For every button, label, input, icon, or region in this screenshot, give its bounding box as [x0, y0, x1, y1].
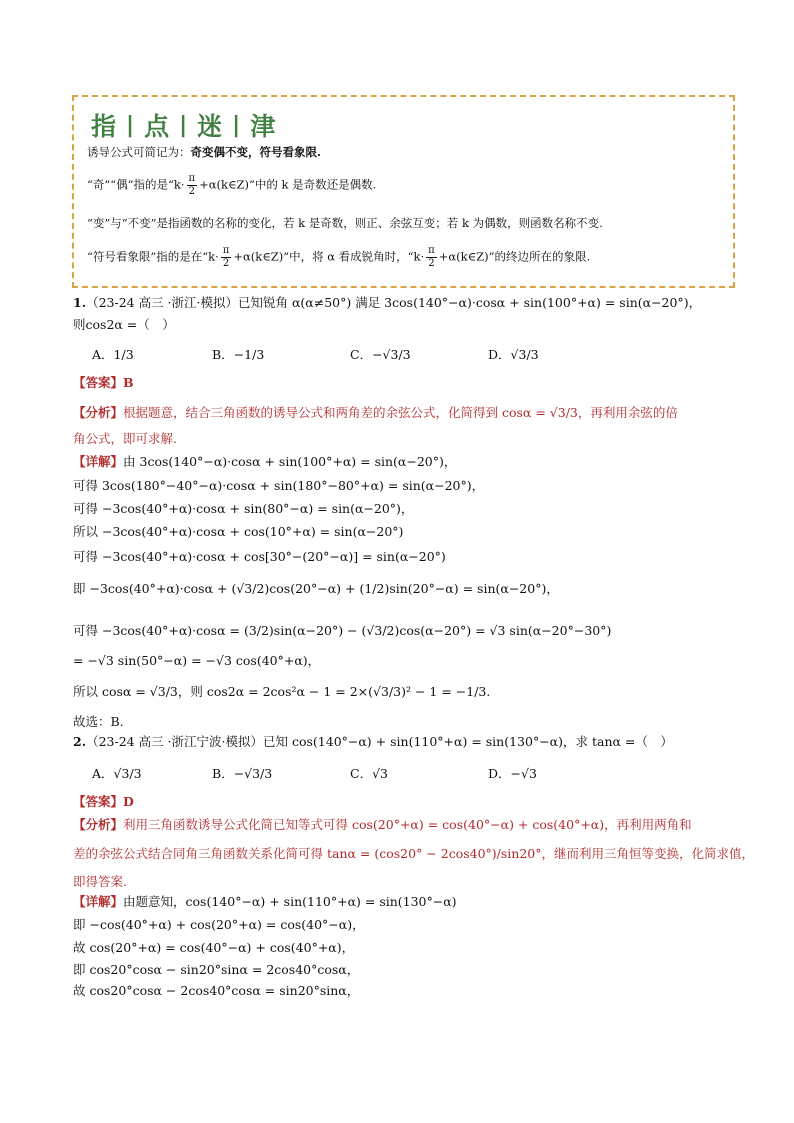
tips-line-4-c: +α(k∈Z)”的终边所在的象限. — [438, 249, 591, 264]
q1-detail-7: 可得 −3cos(40°+α)·cosα = (3/2)sin(α−20°) − (√3/2)cos(α−20°) = √3 sin(α−20°−30°) — [73, 623, 612, 638]
q2-stem — [73, 733, 673, 750]
option-letter: C． — [350, 347, 373, 362]
frac-den: 2 — [222, 258, 230, 269]
option-value: √3/3 — [510, 347, 539, 362]
detail-text: 由 3cos(140°−α)·cosα + sin(100°+α) = sin(α−20°)， — [123, 454, 457, 469]
option-letter: D． — [488, 766, 511, 781]
tips-title — [91, 107, 275, 143]
option-letter: B． — [212, 347, 234, 362]
option-value: −√3/3 — [233, 766, 273, 781]
q1-detail-10: 故选：B. — [73, 714, 124, 729]
frac-den: 2 — [188, 186, 195, 197]
tips-line-2-a: “奇”“偶”指的是“k· — [87, 177, 185, 192]
option-letter: B． — [212, 766, 234, 781]
q2-analysis-c: 即得答案. — [73, 874, 127, 889]
q2-stem-text: （23-24 高三 ·浙江宁波·模拟）已知 cos(140°−α) + sin(110°+α) = sin(130°−α)，求 tanα =（ ） — [86, 734, 673, 749]
option-value: √3 — [372, 766, 388, 781]
tips-line-3: “变”与“不变”是指函数的名称的变化，若 k 是奇数，则正、余弦互变；若 k 为偶数，则函数名称不变. — [87, 216, 603, 230]
q1-stem-a: （23-24 高三 ·浙江·模拟）已知锐角 α(α≠50°) 满足 3cos(140°−α)·cosα + sin(100°+α) = sin(α−20°)， — [86, 295, 702, 310]
analysis-tag: 【分析】 — [73, 405, 124, 420]
q2-answer — [73, 793, 134, 810]
frac-num: π — [188, 173, 196, 184]
fraction-pi-over-2 — [187, 173, 198, 198]
q2-analysis-a — [73, 816, 692, 833]
q1-option-c — [350, 345, 411, 363]
q1-option-b — [212, 345, 264, 363]
detail-tag: 【详解】 — [73, 454, 124, 469]
tips-line-4-a: “符号看象限”指的是在“k· — [87, 249, 219, 264]
q1-detail-8: = −√3 sin(50°−α) = −√3 cos(40°+α)， — [73, 653, 321, 668]
tips-title-char: 津 — [250, 112, 276, 141]
title-separator: | — [179, 112, 188, 138]
tips-line-4 — [87, 245, 590, 270]
fraction-pi-over-2 — [221, 245, 232, 270]
q1-detail-1 — [73, 453, 456, 470]
answer-tag: 【答案】 — [73, 375, 124, 390]
q1-detail-6: 即 −3cos(40°+α)·cosα + (√3/2)cos(20°−α) + (1/2)sin(20°−α) = sin(α−20°)， — [73, 581, 559, 596]
q2-analysis-b: 差的余弦公式结合同角三角函数关系化简可得 tanα = (cos20° − 2cos40°)/sin20°，继而利用三角恒等变换，化简求值， — [73, 846, 755, 861]
q1-detail-3: 可得 −3cos(40°+α)·cosα + sin(80°−α) = sin(α−20°)， — [73, 501, 414, 516]
frac-den: 2 — [428, 258, 435, 269]
option-letter: A． — [92, 766, 114, 781]
tips-line-1-bold: 奇变偶不变，符号看象限. — [190, 145, 322, 159]
q2-detail-4: 即 cos20°cosα − sin20°sinα = 2cos40°cosα， — [73, 962, 360, 977]
q1-option-d — [488, 345, 539, 363]
q1-analysis-a — [73, 404, 678, 421]
frac-num: π — [222, 245, 230, 256]
q1-detail-9: 所以 cosα = √3/3，则 cos2α = 2cos²α − 1 = 2×(√3/3)² − 1 = −1/3. — [73, 684, 491, 699]
title-separator: | — [126, 112, 135, 138]
detail-text: 由题意知，cos(140°−α) + sin(110°+α) = sin(130°−α) — [123, 894, 457, 909]
tips-title-char: 指 — [91, 112, 117, 141]
answer-value: B — [123, 375, 134, 390]
detail-tag: 【详解】 — [73, 894, 124, 909]
tips-line-1 — [87, 145, 321, 159]
q1-analysis-b: 角公式，即可求解. — [73, 431, 177, 446]
title-separator: | — [232, 112, 241, 138]
tips-title-char: 点 — [144, 112, 170, 141]
q1-option-a — [92, 345, 134, 363]
q1-detail-5: 可得 −3cos(40°+α)·cosα + cos[30°−(20°−α)] = sin(α−20°) — [73, 549, 446, 564]
q2-detail-5: 故 cos20°cosα − 2cos40°cosα = sin20°sinα， — [73, 983, 360, 998]
tips-line-4-b: +α(k∈Z)”中，将 α 看成锐角时，“k· — [233, 249, 425, 264]
option-letter: C． — [350, 766, 373, 781]
q2-detail-3: 故 cos(20°+α) = cos(40°−α) + cos(40°+α)， — [73, 940, 355, 955]
tips-line-1-prefix: 诱导公式可简记为： — [87, 145, 191, 159]
q2-detail-2: 即 −cos(40°+α) + cos(20°+α) = cos(40°−α)， — [73, 917, 365, 932]
q1-stem — [73, 294, 701, 311]
tips-line-2 — [87, 173, 376, 198]
q1-stem-b: 则cos2α =（ ） — [73, 317, 175, 332]
option-value: −√3 — [510, 766, 537, 781]
q2-number: 2. — [73, 734, 87, 749]
frac-num: π — [428, 245, 435, 256]
q1-detail-2: 可得 3cos(180°−40°−α)·cosα + sin(180°−80°+α) = sin(α−20°)， — [73, 478, 485, 493]
q2-option-b — [212, 764, 272, 782]
tips-box — [72, 95, 735, 288]
answer-tag: 【答案】 — [73, 794, 124, 809]
tips-title-char: 迷 — [197, 112, 223, 141]
q1-answer — [73, 374, 134, 391]
option-letter: D． — [488, 347, 511, 362]
q2-option-c — [350, 764, 388, 782]
q2-option-a — [92, 764, 142, 782]
option-value: √3/3 — [113, 766, 142, 781]
analysis-text: 利用三角函数诱导公式化简已知等式可得 cos(20°+α) = cos(40°−α) + cos(40°+α)，再利用两角和 — [123, 817, 692, 832]
fraction-pi-over-2 — [426, 245, 437, 270]
q1-number: 1. — [73, 295, 87, 310]
q2-option-d — [488, 764, 537, 782]
tips-line-2-b: +α(k∈Z)”中的 k 是奇数还是偶数. — [199, 177, 377, 192]
analysis-text: 根据题意，结合三角函数的诱导公式和两角差的余弦公式，化简得到 cosα = √3/3，再利用余弦的倍 — [123, 405, 678, 420]
option-value: −√3/3 — [372, 347, 411, 362]
option-value: 1/3 — [113, 347, 134, 362]
option-letter: A． — [92, 347, 114, 362]
analysis-tag: 【分析】 — [73, 817, 124, 832]
option-value: −1/3 — [233, 347, 265, 362]
q2-detail-1 — [73, 893, 457, 910]
answer-value: D — [123, 794, 134, 809]
q1-detail-4: 所以 −3cos(40°+α)·cosα + cos(10°+α) = sin(α−20°) — [73, 524, 404, 539]
